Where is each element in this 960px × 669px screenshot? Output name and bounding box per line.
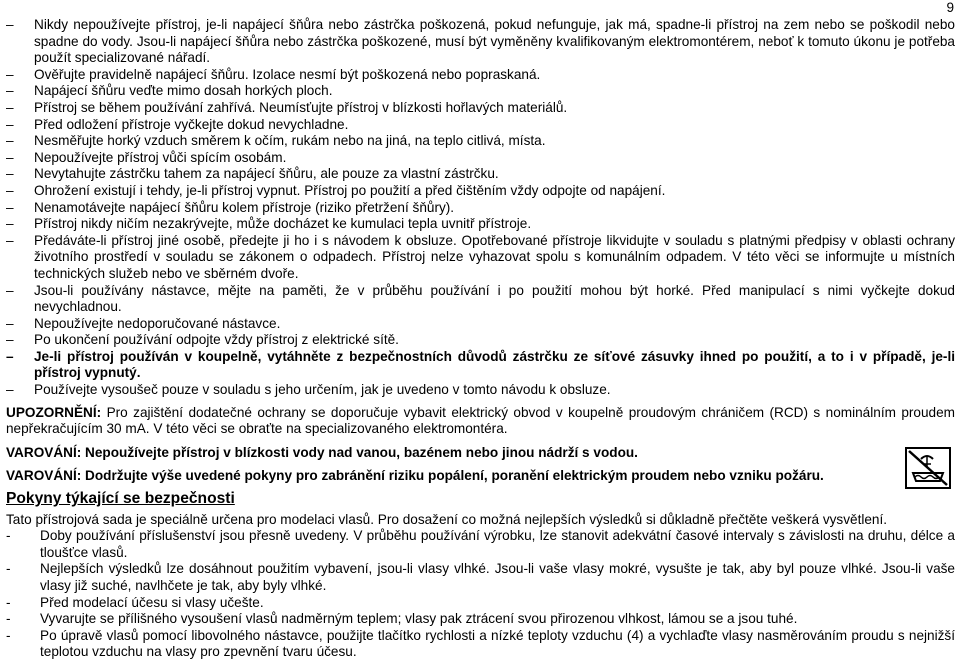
list-item-text: Je-li přístroj používán v koupelně, vytáhněte z bezpečnostních důvodů zástrčku ze síťové zásuvky ihned po použití, a to i v případě, je-li přístroj vypnutý. <box>34 348 955 381</box>
bullet-dash: – <box>6 166 14 182</box>
list-item-text: Nesměřujte horký vzduch směrem k očím, rukám nebo na jiná, na teplo citlivá, místa. <box>34 133 546 149</box>
list-item <box>6 216 955 233</box>
bullet-dash: - <box>6 594 11 610</box>
list-item-text: Nenamotávejte napájecí šňůru kolem přístroje (riziko přetržení šňůry). <box>34 199 455 215</box>
bullet-dash: – <box>6 182 14 198</box>
notice-label: UPOZORNĚNÍ: <box>6 404 102 420</box>
bullet-dash: – <box>6 99 14 115</box>
list-item <box>6 183 955 200</box>
warning-water <box>6 445 899 462</box>
bullet-dash: – <box>6 315 14 331</box>
list-item <box>6 349 955 382</box>
list-item-text: Nepoužívejte nedoporučované nástavce. <box>34 315 281 331</box>
bullet-dash: – <box>6 149 14 165</box>
list-item-text: Jsou-li používány nástavce, mějte na paměti, že v průběhu používání i po použití mohou být horké. Před manipulací s nimi vyčkejte dokud nevychladnou. <box>34 282 955 315</box>
list-item <box>6 595 955 612</box>
list-item <box>6 200 955 217</box>
list-item-text: Přístroj se během používání zahřívá. Neumísťujte přístroj v blízkosti hořlavých materiálů. <box>34 99 568 115</box>
list-item-text: Nejlepších výsledků lze dosáhnout použitím vybavení, jsou-li vlasy vlhké. Jsou-li vaše vlasy mokré, vysušte je tak, aby byl pouze vlhké. Jsou-li vaše vlasy již suché, navlhčete je tak, aby byly vlhké. <box>40 561 955 593</box>
list-item-text: Nikdy nepoužívejte přístroj, je-li napájecí šňůra nebo zástrčka poškozená, pokud nefunguje, jak má, spadne-li přístroj na zem nebo se poškodil nebo spadne do vody. Jsou-li napájecí šňůra nebo zástrčka poškozené, musí být vyměněny kvalifikovaným elektromontérem, neboť k tomuto úkonu je potřeba použít specializované nářadí. <box>34 17 955 66</box>
list-item-text: Ohrožení existují i tehdy, je-li přístroj vypnut. Přístroj po použití a před čištěním vždy odpojte od napájení. <box>34 182 666 198</box>
bullet-dash: – <box>6 348 14 364</box>
list-item-text: Napájecí šňůru veďte mimo dosah horkých ploch. <box>34 83 333 99</box>
warning-burn-label: VAROVÁNÍ: <box>6 468 82 484</box>
list-item <box>6 67 955 84</box>
section-intro: Tato přístrojová sada je speciálně určena pro modelaci vlasů. Pro dosažení co možná nejlepších výsledků si důkladně přečtěte veškerá vysvětlení. <box>6 511 888 527</box>
list-item-text: Používejte vysoušeč pouze v souladu s jeho určením, jak je uvedeno v tomto návodu k obsluze. <box>34 382 611 398</box>
list-item <box>6 332 955 349</box>
tips-list <box>6 528 955 661</box>
list-item-text: Vyvarujte se přílišného vysoušení vlasů nadměrným teplem; vlasy pak ztrácení svou přirozenou vlhkost, lámou se a jsou tuhé. <box>40 611 798 627</box>
bullet-dash: - <box>6 611 11 627</box>
list-item <box>6 150 955 167</box>
bullet-dash: - <box>6 528 11 544</box>
warnings-block <box>6 445 955 485</box>
warning-burn-text: Dodržujte výše uvedené pokyny pro zabránění riziku popálení, poranění elektrickým proudem nebo vzniku požáru. <box>81 468 824 484</box>
warning-water-label: VAROVÁNÍ: <box>6 444 82 460</box>
bullet-dash: – <box>6 66 14 82</box>
list-item <box>6 233 955 283</box>
list-item <box>6 528 955 561</box>
list-item <box>6 83 955 100</box>
list-item-text: Po úpravě vlasů pomocí libovolného nástavce, použijte tlačítko rychlosti a nízké teploty vzduchu (4) a vychlaďte vlasy nasměrováním proudu s nejnižší teplotou vzduchu na vlasy pro zpevnění tvaru účesu. <box>40 627 955 660</box>
document-body <box>6 17 955 661</box>
list-item <box>6 561 955 594</box>
list-item-text: Před modelací účesu si vlasy učešte. <box>40 594 264 610</box>
list-item <box>6 17 955 67</box>
bullet-dash: – <box>6 83 14 99</box>
list-item-text: Doby používání příslušenství jsou přesně uvedeny. V průběhu používání výrobku, lze stanovit adekvátní časové intervaly s závislosti na druhu, délce a tloušťce vlasů. <box>40 528 955 560</box>
list-item-text: Před odložení přístroje vyčkejte dokud nevychladne. <box>34 116 349 132</box>
list-item <box>6 133 955 150</box>
list-item <box>6 283 955 316</box>
list-item <box>6 382 955 399</box>
bullet-dash: – <box>6 232 14 248</box>
notice-text: Pro zajištění dodatečné ochrany se doporučuje vybavit elektrický obvod v koupelně proudovým chráničem (RCD) s nominálním proudem nepřekračujícím 30 mA. V této věci se obraťte na specializovaného elektromontéra. <box>6 404 955 437</box>
list-item-text: Ověřujte pravidelně napájecí šňůru. Izolace nesmí být poškozená nebo popraskaná. <box>34 66 541 82</box>
bullet-dash: – <box>6 332 14 348</box>
list-item <box>6 100 955 117</box>
list-item <box>6 628 955 661</box>
bullet-dash: – <box>6 17 14 32</box>
list-item <box>6 611 955 628</box>
bullet-dash: – <box>6 216 14 232</box>
page-number: 9 <box>946 0 954 15</box>
notice-paragraph <box>6 405 955 438</box>
no-bath-water-icon <box>905 447 951 489</box>
list-item-text: Přístroj nikdy ničím nezakrývejte, může docházet ke kumulaci tepla uvnitř přístroje. <box>34 216 532 232</box>
list-item-text: Předáváte-li přístroj jiné osobě, předejte ji ho i s návodem k obsluze. Opotřebované přístroje likvidujte v souladu s platnými předpisy v oblasti ochrany životního prostředí v souladu se zákonem o odpadech. Přístroj nelze vyhazovat spolu s komunálním odpadem. V této věci se informujte u místních technických služeb nebo ve sběrném dvoře. <box>34 232 955 281</box>
list-item-text: Po ukončení používání odpojte vždy přístroj z elektrické sítě. <box>34 332 399 348</box>
bullet-dash: – <box>6 199 14 215</box>
warning-burn <box>6 468 899 485</box>
bullet-dash: – <box>6 382 14 398</box>
section-heading: Pokyny týkající se bezpečnosti <box>6 490 235 508</box>
bullet-dash: - <box>6 627 11 643</box>
bullet-dash: – <box>6 116 14 132</box>
list-item-text: Nevytahujte zástrčku tahem za napájecí šňůru, ale pouze za vlastní zástrčku. <box>34 166 499 182</box>
list-item-text: Nepoužívejte přístroj vůči spícím osobám. <box>34 149 287 165</box>
list-item <box>6 117 955 134</box>
list-item <box>6 166 955 183</box>
bullet-dash: - <box>6 561 11 577</box>
warning-water-text: Nepoužívejte přístroj v blízkosti vody nad vanou, bazénem nebo jinou nádrží s vodou. <box>81 444 638 460</box>
bullet-dash: – <box>6 133 14 149</box>
list-item <box>6 316 955 333</box>
bullet-dash: – <box>6 282 14 298</box>
safety-list <box>6 17 955 399</box>
